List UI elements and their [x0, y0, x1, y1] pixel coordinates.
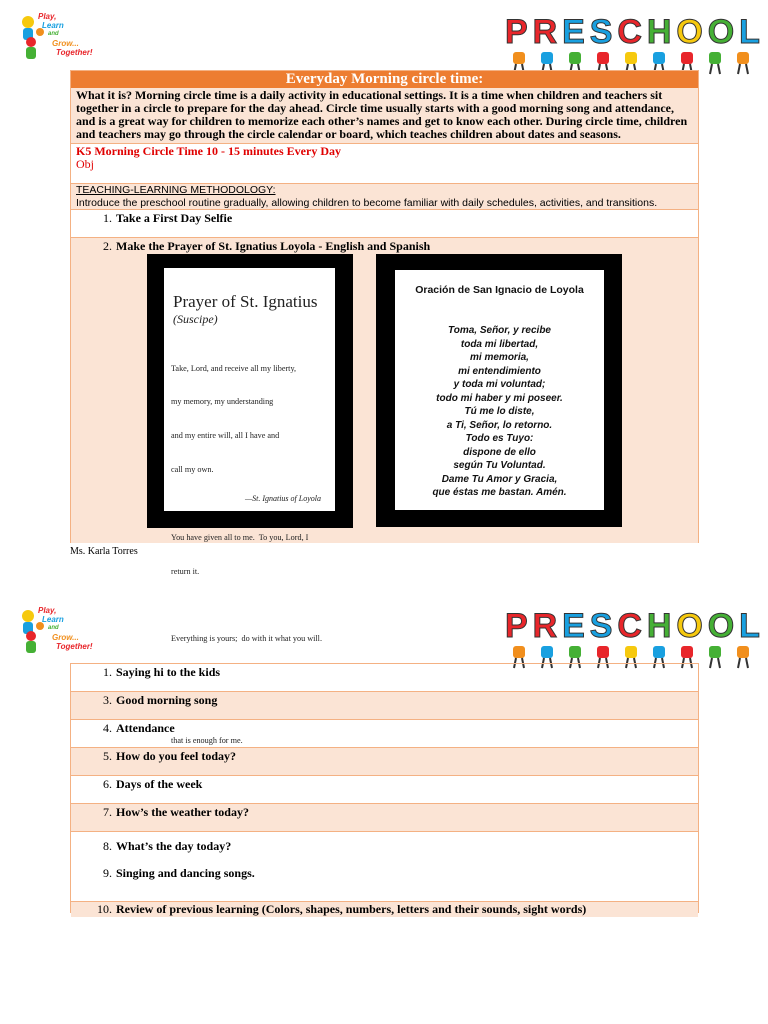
list-item	[76, 833, 693, 860]
banner-letter: S	[589, 13, 613, 51]
prayer-es-line: mi entendimiento	[458, 365, 541, 377]
prayer-es-line: a Ti, Señor, lo retorno.	[446, 419, 553, 431]
prayer-en-line: return it.	[171, 566, 200, 576]
list-text: Saying hi to the kids	[116, 665, 221, 679]
list-item	[76, 860, 693, 887]
logo-text-4: Grow...	[52, 633, 79, 642]
banner-letter: H	[646, 13, 672, 51]
list-number: 7.	[103, 805, 112, 819]
banner-letter: R	[532, 607, 558, 645]
list-number: 1.	[103, 665, 112, 679]
methodology-heading: TEACHING-LEARNING METHODOLOGY:	[76, 184, 276, 196]
banner-letter: L	[739, 607, 760, 645]
prayer-es-line: que éstas me bastan. Amén.	[432, 487, 567, 498]
k5-heading: K5 Morning Circle Time 10 - 15 minutes Every Day	[76, 144, 341, 158]
play-learn-grow-logo	[18, 606, 96, 656]
list-number: 4.	[103, 721, 112, 735]
list-number: 6.	[103, 777, 112, 791]
list-text: Attendance	[116, 721, 175, 735]
list-text: Make the Prayer of St. Ignatius Loyola - English and Spanish	[116, 239, 431, 253]
prayer-es-line: todo mi haber y mi poseer.	[436, 392, 563, 404]
prayer-es-line: dispone de ello	[463, 446, 536, 458]
prayer-es-line: Toma, Señor, y recibe	[447, 325, 551, 336]
prayer-en-line: my memory, my understanding	[171, 397, 274, 407]
preschool-banner	[505, 604, 760, 672]
preschool-banner	[505, 10, 760, 78]
banner-letter: O	[707, 607, 735, 645]
prayer-es-line: Dame Tu Amor y Gracia,	[441, 473, 558, 485]
list-item	[71, 804, 698, 832]
prayer-en-signature: —St. Ignatius of Loyola	[244, 494, 321, 503]
list-number: 10.	[97, 902, 112, 916]
list-text: What’s the day today?	[116, 839, 232, 853]
list-item-group	[71, 832, 698, 902]
banner-letter: E	[562, 607, 585, 645]
prayer-es-line: Tú me lo diste,	[464, 406, 535, 417]
list-item	[71, 776, 698, 804]
list-number: 9.	[103, 866, 112, 880]
list-text: Singing and dancing songs.	[116, 866, 255, 880]
list-number: 3.	[103, 693, 112, 707]
prayer-es-line: mi memoria,	[470, 352, 529, 363]
list-item	[71, 664, 698, 692]
list-text: Days of the week	[116, 777, 203, 791]
prayer-es-title: Oración de San Ignacio de Loyola	[415, 284, 584, 296]
banner-letter: L	[739, 13, 760, 51]
prayer-es-line: y toda mi voluntad;	[453, 379, 546, 390]
logo-text-5: Together!	[56, 48, 93, 57]
banner-letter: R	[532, 13, 558, 51]
banner-letter: C	[617, 13, 642, 51]
list-text: Take a First Day Selfie	[116, 211, 233, 225]
prayer-en-line: You have given all to me. To you, Lord, I	[171, 532, 309, 542]
banner-letter: O	[707, 13, 735, 51]
banner-letter: H	[646, 607, 672, 645]
play-learn-grow-logo	[18, 12, 96, 62]
prayer-es-line: toda mi libertad,	[460, 338, 539, 350]
logo-text-4: Grow...	[52, 39, 79, 48]
list-text: How do you feel today?	[116, 749, 236, 763]
table-title: Everyday Morning circle time:	[71, 71, 698, 88]
list-number: 1.	[103, 211, 112, 225]
prayer-spanish-card	[395, 270, 604, 510]
list-text: Good morning song	[116, 693, 218, 707]
prayer-en-line: Everything is yours; do with it what you will.	[171, 634, 323, 644]
banner-letter: E	[562, 13, 585, 51]
banner-letter: O	[676, 13, 703, 51]
prayer-en-line: and my entire will, all I have and	[171, 431, 280, 441]
list-item	[71, 692, 698, 720]
logo-text-1: Play,	[38, 606, 57, 615]
prayer-es-line: Todo es Tuyo:	[465, 433, 534, 444]
logo-text-5: Together!	[56, 642, 93, 651]
logo-text-1: Play,	[38, 12, 57, 21]
list-text: Review of previous learning (Colors, shapes, numbers, letters and their sounds, sight words)	[116, 902, 587, 916]
preschool-letters	[505, 604, 760, 648]
prayer-es-body	[395, 324, 604, 500]
list-item	[71, 720, 698, 748]
banner-letter: C	[617, 607, 642, 645]
methodology-text: Introduce the preschool routine gradually, allowing children to become familiar with daily schedules, activities, and transitions.	[76, 197, 658, 209]
teacher-name: Ms. Karla Torres	[70, 546, 138, 557]
list-item	[71, 210, 698, 238]
prayer-en-subtitle: (Suscipe)	[173, 312, 218, 326]
list-item	[71, 748, 698, 776]
list-number: 5.	[103, 749, 112, 763]
logo-text-3: and	[48, 625, 59, 631]
banner-letter: O	[676, 607, 703, 645]
banner-letter: P	[505, 13, 528, 51]
obj-label: Obj	[76, 157, 94, 171]
list-number: 8.	[103, 839, 112, 853]
logo-text-2: Learn	[42, 615, 64, 624]
prayer-en-line: that is enough for me.	[171, 735, 243, 745]
methodology-row	[71, 184, 698, 210]
preschool-letters	[505, 10, 760, 54]
prayer-en-line: Take, Lord, and receive all my liberty,	[171, 363, 297, 373]
prayer-spanish-image	[376, 254, 622, 527]
circle-activities-table	[70, 663, 699, 916]
logo-text-3: and	[48, 31, 59, 37]
list-text: How’s the weather today?	[116, 805, 249, 819]
list-item	[71, 902, 698, 917]
intro-paragraph: What it is? Morning circle time is a daily activity in educational settings. It is a time when children and teachers sit together in a circle to prepare for the day ahead. Circle time usually starts with a good morning song and attendance, and is a great way for children to memorize each other’s names and get to know each other. During circle time, children and teachers may go through the circle calendar or board, which teaches children about dates and seasons.	[71, 88, 698, 144]
list-number: 2.	[103, 239, 112, 253]
banner-letter: P	[505, 607, 528, 645]
prayer-es-line: según Tu Voluntad.	[453, 460, 546, 471]
prayer-en-line: call my own.	[171, 465, 214, 475]
k5-row	[71, 144, 698, 184]
logo-text-2: Learn	[42, 21, 64, 30]
prayer-en-title: Prayer of St. Ignatius	[173, 292, 318, 311]
banner-letter: S	[589, 607, 613, 645]
